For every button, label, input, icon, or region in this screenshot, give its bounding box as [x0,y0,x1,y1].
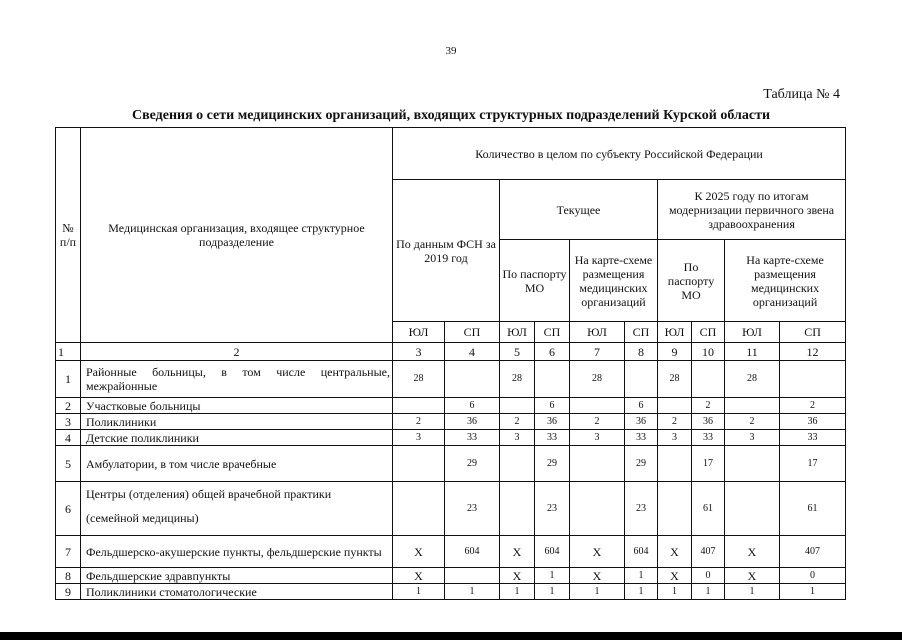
row-number: 6 [56,482,81,536]
value-cell: 28 [725,361,780,398]
value-cell: 36 [692,414,725,430]
row-number: 1 [56,361,81,398]
value-cell: 407 [780,536,846,568]
value-cell: Х [393,568,445,584]
value-cell: 6 [445,398,500,414]
table-row [56,430,846,446]
value-cell: 1 [725,584,780,600]
row-number: 2 [56,398,81,414]
value-cell: 36 [780,414,846,430]
value-cell: 61 [780,482,846,536]
column-index: 5 [500,343,535,361]
value-cell: Х [570,568,625,584]
column-index: 7 [570,343,625,361]
header-modernization: К 2025 году по итогам модернизации первичного звена здравоохранения [658,180,846,240]
value-cell: 6 [625,398,658,414]
header-num: № п/п [56,128,81,343]
value-cell: 604 [535,536,570,568]
header-sp: СП [535,322,570,343]
value-cell: 17 [780,446,846,482]
value-cell [393,446,445,482]
value-cell: 23 [445,482,500,536]
value-cell [570,482,625,536]
value-cell: 2 [393,414,445,430]
header-passport-modern: По паспорту МО [658,240,725,322]
value-cell: Х [500,536,535,568]
value-cell: 23 [625,482,658,536]
value-cell: 2 [658,414,692,430]
row-name-line: (семейной медицины) [86,511,199,525]
value-cell: 1 [500,584,535,600]
row-name: Фельдшерско-акушерские пункты, фельдшерские пункты [81,536,393,568]
value-cell: 3 [393,430,445,446]
table-label: Таблица № 4 [763,87,840,102]
value-cell [658,398,692,414]
header-yul: ЮЛ [725,322,780,343]
value-cell [500,398,535,414]
column-index: 11 [725,343,780,361]
row-name: Амбулатории, в том числе врачебные [81,446,393,482]
header-sp: СП [625,322,658,343]
value-cell: 28 [570,361,625,398]
value-cell: 17 [692,446,725,482]
value-cell: 3 [570,430,625,446]
value-cell: 23 [535,482,570,536]
value-cell: 33 [625,430,658,446]
value-cell: 1 [692,584,725,600]
column-index: 2 [81,343,393,361]
row-number: 9 [56,584,81,600]
header-yul: ЮЛ [393,322,445,343]
value-cell: 2 [725,414,780,430]
value-cell: 36 [535,414,570,430]
value-cell [725,482,780,536]
value-cell: 28 [500,361,535,398]
row-number: 4 [56,430,81,446]
value-cell: 28 [393,361,445,398]
row-number: 8 [56,568,81,584]
value-cell: 36 [445,414,500,430]
row-number: 3 [56,414,81,430]
value-cell: 6 [535,398,570,414]
value-cell: 33 [535,430,570,446]
value-cell: 29 [445,446,500,482]
value-cell: 33 [445,430,500,446]
value-cell: 1 [625,584,658,600]
value-cell: 3 [725,430,780,446]
table-row [56,536,846,568]
table-row [56,414,846,430]
value-cell: 33 [780,430,846,446]
value-cell: Х [658,568,692,584]
column-index: 3 [393,343,445,361]
value-cell: 604 [445,536,500,568]
value-cell: 33 [692,430,725,446]
value-cell [780,361,846,398]
value-cell: 3 [500,430,535,446]
value-cell [570,446,625,482]
value-cell: 1 [780,584,846,600]
row-name: Детские поликлиники [81,430,393,446]
value-cell: 29 [535,446,570,482]
row-name-line: Центры (отделения) общей врачебной практики [86,487,332,501]
document-title: Сведения о сети медицинских организаций, входящих структурных подразделений Курской области [131,108,771,123]
table-row [56,584,846,600]
column-index: 6 [535,343,570,361]
header-sp: СП [780,322,846,343]
value-cell: 36 [625,414,658,430]
value-cell: Х [570,536,625,568]
value-cell: 2 [780,398,846,414]
value-cell [500,482,535,536]
header-organization: Медицинская организация, входящее структурное подразделение [81,128,393,343]
column-index: 12 [780,343,846,361]
row-name: Фельдшерские здравпункты [81,568,393,584]
value-cell: Х [725,536,780,568]
row-name: Поликлиники стоматологические [81,584,393,600]
header-total: Количество в целом по субъекту Российской Федерации [393,128,846,180]
column-index: 1 [56,343,81,361]
column-index: 8 [625,343,658,361]
value-cell: Х [393,536,445,568]
value-cell [445,568,500,584]
value-cell [500,446,535,482]
value-cell: Х [500,568,535,584]
value-cell [393,398,445,414]
value-cell: 29 [625,446,658,482]
value-cell: 604 [625,536,658,568]
table-row [56,568,846,584]
header-map-current: На карте-схеме размещения медицинских организаций [570,240,658,322]
header-map-modern: На карте-схеме размещения медицинских организаций [725,240,846,322]
value-cell: 1 [445,584,500,600]
value-cell: Х [658,536,692,568]
row-number: 5 [56,446,81,482]
table-row [56,482,846,536]
medical-organizations-table [55,127,846,600]
value-cell: 0 [692,568,725,584]
value-cell: 2 [570,414,625,430]
value-cell [445,361,500,398]
value-cell [570,398,625,414]
column-index: 4 [445,343,500,361]
value-cell: 0 [780,568,846,584]
row-name: Районные больницы, в том числе центральные, межрайонные [81,361,393,398]
header-fsn-2019: По данным ФСН за 2019 год [393,180,500,322]
row-name: Поликлиники [81,414,393,430]
value-cell: 1 [535,568,570,584]
value-cell: 1 [625,568,658,584]
header-passport-current: По паспорту МО [500,240,570,322]
value-cell: Х [725,568,780,584]
value-cell [393,482,445,536]
header-sp: СП [445,322,500,343]
row-name [81,482,393,536]
row-number: 7 [56,536,81,568]
value-cell [725,398,780,414]
table-row [56,361,846,398]
value-cell: 1 [535,584,570,600]
value-cell: 28 [658,361,692,398]
value-cell: 407 [692,536,725,568]
value-cell: 1 [570,584,625,600]
scan-bottom-edge [0,632,902,640]
value-cell: 1 [658,584,692,600]
value-cell: 61 [692,482,725,536]
value-cell [535,361,570,398]
value-cell [625,361,658,398]
value-cell [658,482,692,536]
header-yul: ЮЛ [658,322,692,343]
column-index: 10 [692,343,725,361]
header-yul: ЮЛ [500,322,535,343]
header-current: Текущее [500,180,658,240]
page-number: 39 [445,45,457,57]
row-name: Участковые больницы [81,398,393,414]
table-row [56,446,846,482]
value-cell: 1 [393,584,445,600]
value-cell: 2 [500,414,535,430]
value-cell: 3 [658,430,692,446]
value-cell [658,446,692,482]
header-sp: СП [692,322,725,343]
header-yul: ЮЛ [570,322,625,343]
value-cell [692,361,725,398]
column-index: 9 [658,343,692,361]
value-cell [725,446,780,482]
table-row [56,398,846,414]
value-cell: 2 [692,398,725,414]
